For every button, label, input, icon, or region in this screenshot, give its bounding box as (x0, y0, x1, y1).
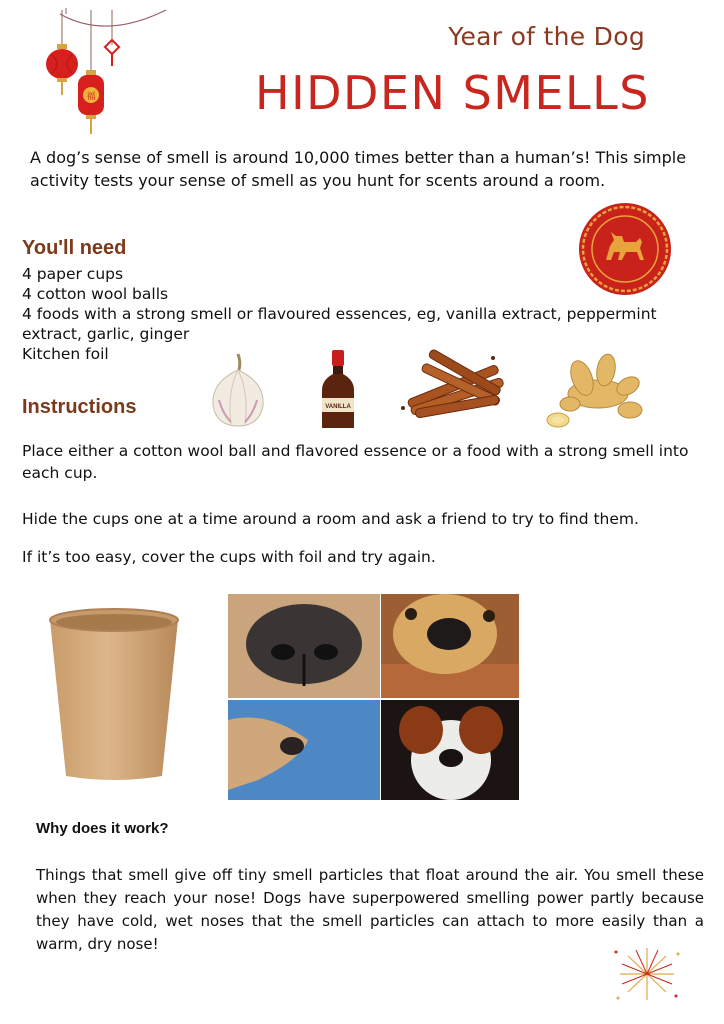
vanilla-bottle-image (318, 348, 358, 430)
instruction-step: If it’s too easy, cover the cups with foil and try again. (22, 548, 436, 566)
spaniel-photo (381, 700, 519, 800)
page-title: HIDDEN SMELLS (254, 66, 650, 120)
dog-nose-photo (228, 594, 380, 698)
page-subtitle: Year of the Dog (448, 22, 645, 51)
why-paragraph: Things that smell give off tiny smell particles that float around the air. You smell these when they reach your nose! Dogs have superpowered smelling power partly because they have cold, wet noses that the smell particles can attach to more easily than a warm, dry nose! (36, 866, 704, 953)
intro-paragraph: A dog’s sense of smell is around 10,000 times better than a human’s! This simple activity tests your sense of smell as you hunt for scents around a room. (30, 148, 687, 190)
you-need-heading: You'll need (22, 237, 127, 259)
golden-retriever-photo (381, 594, 519, 698)
dog-noses-photo-grid (228, 594, 519, 800)
vanilla-label: VANILLA (325, 404, 351, 410)
firework-icon (612, 944, 682, 1004)
dog-profile-photo (228, 700, 380, 800)
ginger-root-image (542, 348, 646, 430)
lantern-decoration (36, 0, 186, 140)
cinnamon-sticks-image (395, 348, 510, 430)
list-item: 4 cotton wool balls (22, 285, 169, 303)
svg-text:福: 福 (86, 92, 96, 102)
why-heading: Why does it work? (36, 820, 169, 837)
garlic-image (205, 348, 271, 430)
instructions-heading: Instructions (22, 396, 137, 418)
paper-cup-image (44, 606, 184, 782)
list-item: 4 foods with a strong smell or flavoured essences, eg, vanilla extract, peppermint extract, garlic, ginger (22, 305, 657, 343)
list-item: 4 paper cups (22, 265, 124, 283)
instruction-step: Place either a cotton wool ball and flavored essence or a food with a strong smell into each cup. (22, 442, 689, 482)
instruction-step: Hide the cups one at a time around a room and ask a friend to try to find them. (22, 510, 639, 528)
list-item: Kitchen foil (22, 345, 109, 363)
